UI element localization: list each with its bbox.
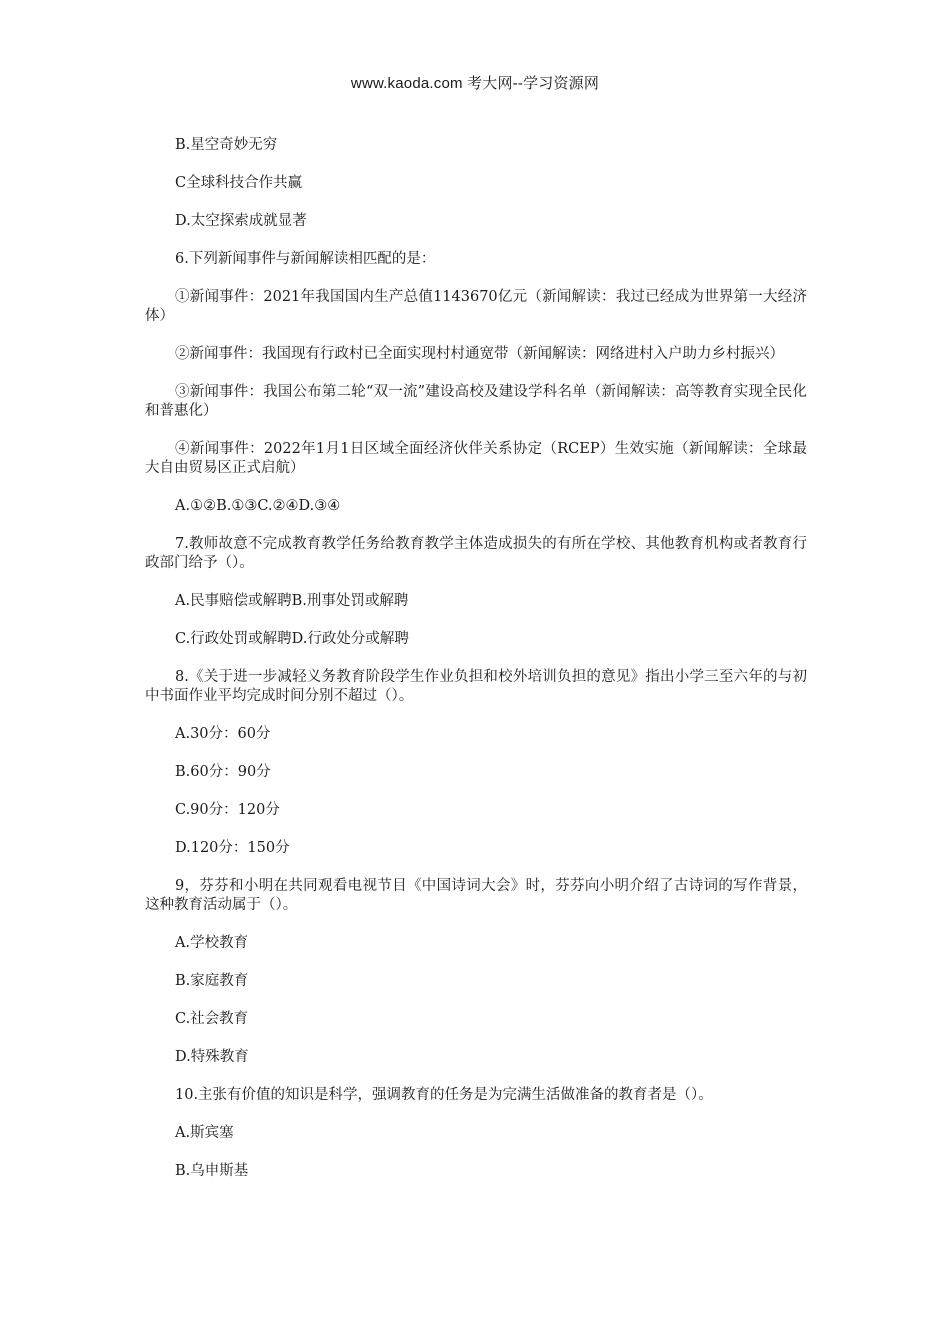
site-header: www.kaoda.com 考大网--学习资源网 bbox=[350, 75, 600, 92]
option-b: B.星空奇妙无穷 bbox=[175, 137, 278, 153]
question-10: 10.主张有价值的知识是科学，强调教育的任务是为完满生活做准备的教育者是（）。 bbox=[175, 1087, 713, 1103]
question-8-option-b: B.60分：90分 bbox=[175, 764, 271, 780]
question-6-item-2: ②新闻事件：我国现有行政村已全面实现村村通宽带（新闻解读：网络进村入户助力乡村振兴） bbox=[175, 346, 784, 362]
question-6: 6.下列新闻事件与新闻解读相匹配的是： bbox=[175, 251, 436, 267]
option-d: D.太空探索成就显著 bbox=[175, 213, 307, 229]
question-6-item-3: ③新闻事件：我国公布第二轮“双一流”建设高校及建设学科名单（新闻解读：高等教育实现全民化和普惠化） bbox=[145, 384, 807, 419]
question-7: 7.教师故意不完成教育教学任务给教育教学主体造成损失的有所在学校、其他教育机构或者教育行政部门给予（）。 bbox=[145, 536, 807, 571]
question-8-option-c: C.90分：120分 bbox=[175, 802, 280, 818]
question-9-option-c: C.社会教育 bbox=[175, 1011, 249, 1027]
question-7-options-ab: A.民事赔偿或解聘B.刑事处罚或解聘 bbox=[175, 593, 409, 609]
question-9: 9，芬芬和小明在共同观看电视节目《中国诗词大会》时，芬芬向小明介绍了古诗词的写作背景，这种教育活动属于（）。 bbox=[145, 878, 807, 913]
question-6-item-1: ①新闻事件：2021年我国国内生产总值1143670亿元（新闻解读：我过已经成为世界第一大经济体） bbox=[145, 289, 807, 324]
question-8-option-d: D.120分：150分 bbox=[175, 840, 290, 856]
document-body bbox=[145, 136, 807, 1200]
question-6-options: A.①②B.①③C.②④D.③④ bbox=[175, 498, 341, 514]
question-9-option-a: A.学校教育 bbox=[175, 935, 249, 951]
question-10-option-a: A.斯宾塞 bbox=[175, 1125, 234, 1141]
question-8: 8.《关于进一步减轻义务教育阶段学生作业负担和校外培训负担的意见》指出小学三至六年的与初中书面作业平均完成时间分别不超过（）。 bbox=[145, 669, 807, 704]
question-8-option-a: A.30分：60分 bbox=[175, 726, 271, 742]
question-10-option-b: B.乌申斯基 bbox=[175, 1163, 249, 1179]
question-6-item-4: ④新闻事件：2022年1月1日区域全面经济伙伴关系协定（RCEP）生效实施（新闻解读：全球最大自由贸易区正式启航） bbox=[145, 441, 807, 476]
question-9-option-b: B.家庭教育 bbox=[175, 973, 249, 989]
question-7-options-cd: C.行政处罚或解聘D.行政处分或解聘 bbox=[175, 631, 409, 647]
question-9-option-d: D.特殊教育 bbox=[175, 1049, 249, 1065]
option-c: C全球科技合作共赢 bbox=[175, 175, 303, 191]
